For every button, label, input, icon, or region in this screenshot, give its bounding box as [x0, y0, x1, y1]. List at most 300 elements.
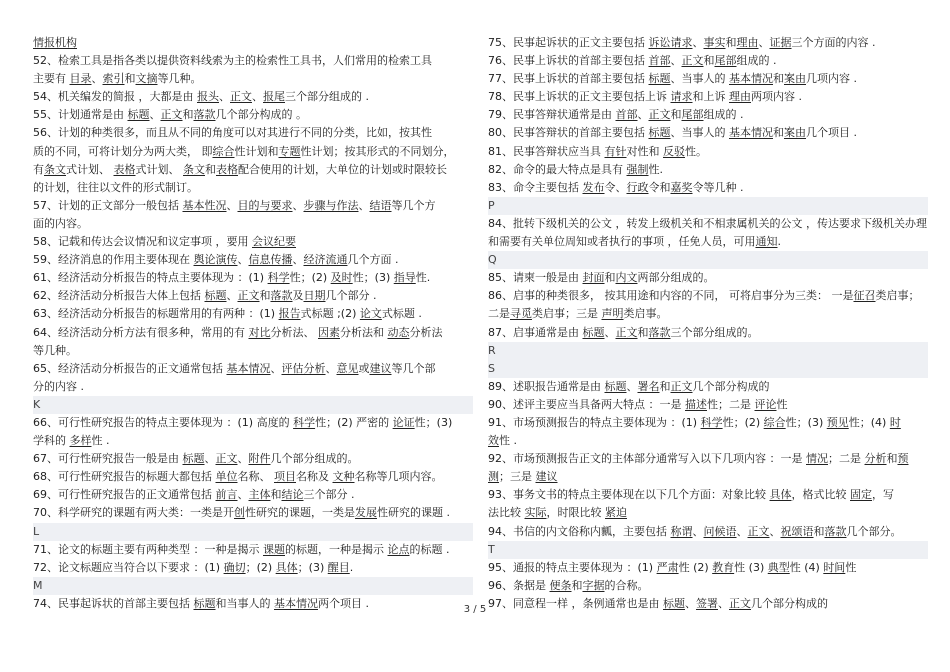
answer-blank: 创	[234, 506, 245, 520]
answer-blank: 固定	[850, 488, 872, 502]
text-segment: 式计划、	[135, 162, 183, 176]
answer-blank: 预	[897, 452, 909, 466]
text-segment: ；(3)	[297, 560, 328, 574]
text-segment: 和	[725, 36, 737, 49]
text-segment: 81、民事答辩状应当具	[488, 144, 605, 158]
text-segment: 名称及	[296, 470, 333, 484]
text-segment: 72、论文标题应当符合以下要求 ：(1)	[33, 560, 224, 574]
answer-blank: 情报机构	[33, 36, 77, 49]
text-segment: 、	[685, 596, 696, 610]
text-segment: 、	[204, 452, 216, 466]
text-segment: 70、科学研究的课题有两大类：一类是开	[33, 506, 234, 520]
text-segment: 性	[776, 397, 788, 411]
text-segment: 82、命令的最大特点是具有	[488, 162, 627, 176]
answer-blank: 正文	[230, 90, 252, 104]
text-segment: ；二是	[828, 452, 865, 466]
text-segment: 、	[769, 524, 781, 538]
text-line	[33, 414, 473, 432]
text-line	[488, 161, 928, 179]
answer-blank: 因素	[318, 325, 340, 339]
text-segment: 63、经济活动分析报告的标题常用的有两种 ：(1)	[33, 307, 279, 321]
text-segment: 76、民事上诉状的首部主要包括	[488, 54, 649, 68]
answer-blank: 正文	[160, 108, 183, 122]
answer-blank: 尾部	[714, 54, 737, 68]
text-segment: 分析法和	[340, 325, 388, 339]
text-segment: 分析法	[409, 325, 443, 339]
text-line	[33, 360, 473, 378]
text-line	[488, 34, 928, 52]
answer-blank: 报告	[278, 307, 301, 321]
left-column	[33, 34, 473, 613]
answer-blank: 目的与要求	[237, 198, 293, 212]
text-line	[33, 541, 473, 559]
answer-blank: 文摘	[135, 72, 158, 86]
text-segment: 87、启事通常是由	[488, 325, 583, 339]
answer-blank: 理由	[736, 36, 759, 49]
answer-blank: 论证	[392, 415, 415, 429]
answer-blank: 发布	[582, 180, 605, 194]
section-letter-header	[33, 396, 473, 414]
answer-blank: 问候语	[703, 524, 737, 538]
text-segment: 和当事人的	[215, 596, 274, 610]
text-segment: 性 (2)	[678, 560, 713, 574]
answer-blank: 称谓	[670, 524, 693, 538]
text-segment: 等几个方	[391, 198, 436, 212]
answer-blank: 测	[488, 470, 499, 484]
text-segment: 67、可行性研究报告一般是由	[33, 452, 183, 466]
text-segment: 、	[91, 72, 103, 86]
answer-blank: 行政	[626, 180, 649, 194]
text-segment: 、	[237, 452, 249, 466]
text-line	[488, 124, 928, 142]
answer-blank: 标题	[193, 596, 216, 610]
text-line	[488, 396, 928, 414]
text-segment: 、	[237, 253, 249, 267]
answer-blank: 事实	[703, 36, 726, 49]
answer-blank: 严肃	[656, 560, 679, 574]
text-segment: 96、条据是	[488, 578, 550, 592]
answer-blank: 及时	[330, 271, 353, 285]
text-line	[488, 432, 928, 450]
text-segment: 两个项目 .	[318, 596, 369, 610]
text-line	[488, 559, 928, 577]
text-line	[33, 324, 473, 342]
section-letter-header	[488, 342, 928, 360]
text-line	[488, 324, 928, 342]
text-segment: 性计划；按其形式的不同划分，	[300, 144, 455, 158]
answer-blank: 时间	[823, 560, 846, 574]
text-line	[488, 450, 928, 468]
answer-blank: 嘉奖	[670, 180, 693, 194]
text-segment: 66、可行性研究报告的特点主要体现为 ：(1) 高度的	[33, 415, 294, 429]
section-letter-header	[488, 541, 928, 559]
answer-blank: 舆论演传	[193, 253, 238, 267]
text-segment: 、	[325, 361, 337, 375]
answer-blank: 基本情况	[729, 126, 773, 140]
answer-blank: 请求	[670, 90, 693, 104]
answer-blank: 情况	[806, 452, 828, 466]
text-segment: 式计划、	[66, 162, 114, 176]
text-segment: 和	[886, 452, 898, 466]
text-segment: 令和	[648, 180, 671, 194]
text-segment: 的标题 .	[409, 542, 450, 556]
answer-blank: 发展	[355, 506, 377, 520]
answer-blank: 醒目	[327, 560, 350, 574]
answer-blank: 声明	[601, 307, 624, 321]
text-segment: 、	[637, 108, 649, 122]
answer-blank: 条文	[183, 162, 205, 176]
answer-blank: 课题	[263, 542, 285, 556]
text-segment: 、	[758, 36, 770, 49]
text-segment: 95、通报的特点主要体现为 ：(1)	[488, 560, 657, 574]
text-segment: 和	[637, 325, 649, 339]
text-line	[33, 106, 473, 124]
text-segment: 几个部分构成的	[751, 596, 828, 610]
text-line	[33, 559, 473, 577]
text-line	[33, 450, 473, 468]
answer-blank: 有针	[604, 144, 627, 158]
answer-blank: 经济流通	[303, 253, 348, 267]
text-line	[488, 52, 928, 70]
text-line	[488, 414, 928, 432]
text-segment: 和	[703, 54, 715, 68]
text-segment: 的标题，一种是揭示	[285, 542, 388, 556]
text-segment: 二是	[488, 307, 510, 321]
text-segment: 名称等几项内容。	[354, 470, 443, 484]
text-segment: 性；(3)	[785, 415, 827, 429]
text-line	[33, 305, 473, 323]
text-line	[33, 161, 473, 179]
text-segment: 和	[773, 126, 784, 140]
text-line	[488, 70, 928, 88]
text-segment: 、当事人的	[670, 126, 729, 140]
answer-blank: 基本情况	[226, 361, 271, 375]
text-segment: Q	[488, 253, 497, 267]
section-letter-header	[488, 197, 928, 215]
text-segment: 等几个部	[391, 361, 436, 375]
text-segment: 性；二是	[707, 397, 755, 411]
answer-blank: 诉讼请求	[648, 36, 693, 49]
answer-blank: 征召	[853, 289, 876, 303]
answer-blank: 对比	[248, 325, 271, 339]
text-line	[488, 269, 928, 287]
text-segment: 、	[736, 524, 748, 538]
answer-blank: 基本情况	[274, 596, 318, 610]
text-segment: 54、机关编发的简报 ，大都是由	[33, 90, 197, 104]
answer-blank: 主体	[248, 488, 271, 502]
text-segment: 令、	[604, 180, 627, 194]
text-segment: 几个部分组成的。	[270, 452, 359, 466]
text-segment: 和	[773, 72, 784, 86]
answer-blank: 尾部	[681, 108, 704, 122]
text-segment: 几个部分 .	[325, 289, 377, 303]
answer-blank: 专题	[278, 144, 301, 158]
answer-blank: 首部	[648, 54, 671, 68]
answer-blank: 报尾	[263, 90, 285, 104]
answer-blank: 正文	[648, 108, 671, 122]
text-line	[33, 233, 473, 251]
text-segment: 性 (3)	[734, 560, 768, 574]
text-line	[33, 468, 473, 486]
text-segment: 几个部分构成的 。	[215, 108, 307, 122]
answer-blank: 信息传播	[248, 253, 293, 267]
text-line	[488, 486, 928, 504]
text-line	[488, 88, 928, 106]
answer-blank: 报头	[197, 90, 219, 104]
answer-blank: 表格	[113, 162, 136, 176]
answer-blank: 步骤与作法	[303, 198, 359, 212]
text-line	[33, 70, 473, 88]
answer-blank: 正文	[237, 289, 260, 303]
text-line	[488, 305, 928, 323]
text-line	[33, 287, 473, 305]
text-segment: 和	[813, 524, 825, 538]
answer-blank: 时	[889, 415, 901, 429]
text-segment: 三个部分组成的 .	[285, 90, 369, 104]
text-segment: 55、计划通常是由	[33, 108, 128, 122]
text-segment: 80、民事答辩状的首部主要包括	[488, 126, 649, 140]
text-line	[33, 52, 473, 70]
text-line	[33, 215, 473, 233]
text-segment: 、	[670, 54, 682, 68]
answer-blank: 多样	[69, 434, 92, 448]
text-segment: 性研究的课题，一类是	[245, 506, 355, 520]
answer-blank: 字据	[582, 578, 605, 592]
answer-blank: 评论	[754, 397, 777, 411]
text-segment: 、	[692, 524, 704, 538]
text-segment: 75、民事起诉状的正文主要包括	[488, 36, 649, 49]
answer-blank: 科学	[267, 271, 290, 285]
text-line	[488, 378, 928, 396]
answer-blank: 具体	[769, 488, 792, 502]
answer-blank: 综合	[763, 415, 786, 429]
answer-blank: 标题	[182, 452, 205, 466]
text-segment: 92、市场预测报告正文的主体部分通常写入以下几项内容 ：一是	[488, 452, 806, 466]
text-segment: 三个方面的内容 .	[791, 36, 876, 49]
text-segment: R	[488, 343, 496, 357]
text-segment: 主要有	[33, 72, 70, 86]
answer-blank: 正文	[215, 452, 238, 466]
answer-blank: 封面	[582, 271, 605, 285]
text-segment: 类启事；	[875, 289, 920, 303]
answer-blank: 论文	[359, 307, 382, 321]
text-segment: 三个部分组成的。	[670, 325, 759, 339]
answer-blank: 理由	[729, 90, 751, 104]
text-segment: 两项内容 .	[751, 90, 802, 104]
section-letter-header	[33, 523, 473, 541]
text-line	[488, 577, 928, 595]
text-segment: 52、检索工具是指各类以提供资料线索为主的检索性工具书，人们常用的检索工具	[33, 54, 432, 68]
answer-blank: 条文	[44, 162, 66, 176]
answer-blank: 案由	[784, 72, 806, 86]
answer-blank: 教育	[712, 560, 735, 574]
text-segment: 79、民事答辩状通常是由	[488, 108, 616, 122]
answer-blank: 意见	[336, 361, 359, 375]
text-segment: 几个部分。	[846, 524, 902, 538]
answer-blank: 结论	[281, 488, 304, 502]
text-segment: K	[33, 397, 41, 411]
text-segment: 配合使用的计划，大单位的计划或时限较长	[238, 162, 447, 176]
text-segment: ，格式比较	[791, 488, 850, 502]
text-segment: 几个项目 .	[806, 126, 857, 140]
answer-blank: 案由	[784, 126, 806, 140]
text-line	[33, 269, 473, 287]
answer-blank: 论点	[387, 542, 410, 556]
text-segment: 、	[252, 90, 263, 104]
section-letter-header	[33, 577, 473, 595]
answer-blank: 正文	[729, 596, 751, 610]
text-segment: 62、经济活动分析报告大体上包括	[33, 289, 205, 303]
text-segment: 性；(3)	[352, 271, 394, 285]
text-segment: 等几种。	[157, 72, 202, 86]
answer-blank: 典型	[767, 560, 790, 574]
text-line	[33, 88, 473, 106]
text-segment: 和上诉	[692, 90, 729, 104]
text-segment: .	[777, 235, 781, 249]
text-segment: 69、可行性研究报告的正文通常包括	[33, 488, 216, 502]
text-segment: 90、述评主要应当具备两大特点 ：一是	[488, 397, 685, 411]
text-segment: 58、记载和传达会议情况和议定事项 ，要用	[33, 235, 252, 249]
text-segment: 名称、	[237, 470, 274, 484]
text-segment: 性。	[685, 144, 707, 158]
text-segment: 性；(3)	[414, 415, 453, 429]
text-segment: 性 (4)	[789, 560, 824, 574]
text-segment: 71、论文的标题主要有两种类型 ：一种是揭示	[33, 542, 263, 556]
answer-blank: 标题	[663, 596, 685, 610]
text-segment: 的计划，往往以文件的形式制订。	[33, 180, 198, 194]
text-segment: 91、市场预测报告的特点主要体现为 ：(1)	[488, 415, 701, 429]
section-letter-header	[488, 251, 928, 269]
answer-blank: 单位	[215, 470, 238, 484]
answer-blank: 签署	[696, 596, 718, 610]
text-segment: 89、述职报告通常是由	[488, 379, 605, 393]
text-segment: 性；(2) 严密的	[315, 415, 393, 429]
text-segment: 和	[205, 162, 216, 176]
text-segment: 性.	[648, 162, 663, 176]
text-segment: 85、请柬一般是由	[488, 271, 583, 285]
section-letter-header	[488, 360, 928, 378]
answer-blank: 索引	[102, 72, 125, 86]
text-line	[33, 124, 473, 142]
text-segment: 类启事。	[623, 307, 668, 321]
answer-blank: 效	[488, 434, 499, 448]
text-segment: 法比较	[488, 506, 525, 520]
text-segment: 分析法、	[270, 325, 318, 339]
text-segment: 学科的	[33, 434, 70, 448]
text-segment: P	[488, 198, 495, 212]
text-segment: 94、书信的内文俗称内瓤，主要包括	[488, 524, 671, 538]
text-line	[488, 233, 928, 251]
answer-blank: 指导	[393, 271, 416, 285]
text-line	[488, 523, 928, 541]
text-segment: 性.	[415, 271, 431, 285]
text-segment: 和	[670, 108, 682, 122]
text-line	[33, 143, 473, 161]
answer-blank: 建议	[369, 361, 392, 375]
answer-blank: 通知	[755, 235, 778, 249]
text-segment: 、	[226, 198, 238, 212]
answer-blank: 寻觅	[510, 307, 532, 321]
text-segment: 三个部分 .	[303, 488, 355, 502]
answer-blank: 附件	[248, 452, 271, 466]
answer-blank: 强制	[626, 162, 649, 176]
answer-blank: 科学	[700, 415, 723, 429]
answer-blank: 祝颂语	[780, 524, 814, 538]
answer-blank: 标题	[127, 108, 150, 122]
text-segment: 式标题 ;(2)	[300, 307, 360, 321]
answer-blank: 基本性况	[182, 198, 227, 212]
text-line	[33, 504, 473, 522]
text-segment: 84、批转下级机关的公文 ，转发上级机关和不相隶属机关的公文 ，传达要求下级机关办理	[488, 216, 927, 230]
answer-blank: 目录	[69, 72, 92, 86]
answer-blank: 预见	[826, 415, 849, 429]
text-line	[488, 215, 928, 233]
text-segment: ，时限比较	[546, 506, 605, 520]
text-line	[33, 342, 473, 360]
text-segment: 有	[33, 162, 44, 176]
answer-blank: 标题	[648, 72, 671, 86]
answer-blank: 日期	[303, 289, 326, 303]
text-segment: 或	[358, 361, 370, 375]
text-segment: 几个部分构成的	[692, 379, 770, 393]
answer-blank: 动态	[387, 325, 410, 339]
text-segment: 几项内容 .	[806, 72, 857, 86]
text-segment: ；三是	[499, 470, 536, 484]
text-segment: 的合称。	[604, 578, 649, 592]
text-segment: 几个方面 .	[347, 253, 399, 267]
answer-blank: 会议纪要	[252, 235, 296, 249]
text-segment: 、	[270, 361, 282, 375]
right-column	[488, 34, 928, 613]
text-segment: 、	[626, 379, 638, 393]
answer-blank: 表格	[216, 162, 238, 176]
text-segment: 78、民事上诉状的正文主要包括上诉	[488, 90, 671, 104]
text-line	[488, 143, 928, 161]
text-segment: 组成的 .	[703, 108, 744, 122]
answer-blank: 落款	[270, 289, 293, 303]
text-segment: 及	[292, 289, 304, 303]
text-segment: 65、经济活动分析报告的正文通常包括	[33, 361, 227, 375]
text-segment: 、	[718, 596, 729, 610]
answer-blank: 标题	[204, 289, 227, 303]
text-segment: 、当事人的	[670, 72, 729, 86]
answer-blank: 前言	[215, 488, 238, 502]
text-segment: .	[349, 560, 354, 574]
text-segment: 、	[358, 198, 370, 212]
answer-blank: 描述	[685, 397, 707, 411]
answer-blank: 落款	[824, 524, 847, 538]
text-segment: ；(2)	[245, 560, 276, 574]
text-segment: 性；(2)	[722, 415, 764, 429]
answer-blank: 建议	[535, 470, 558, 484]
page-number: 3 / 5	[463, 604, 487, 615]
text-segment: 97、同意程一样 ，条例通常也是由	[488, 596, 663, 610]
text-segment: 77、民事上诉状的首部主要包括	[488, 72, 649, 86]
text-segment: 性 .	[499, 434, 517, 448]
answer-blank: 结语	[369, 198, 392, 212]
text-line	[488, 106, 928, 124]
text-segment: 57、计划的正文部分一般包括	[33, 198, 183, 212]
text-segment: L	[33, 524, 40, 538]
text-segment: 和	[571, 578, 583, 592]
text-line	[33, 486, 473, 504]
text-segment: 质的不同，可将计划分为两大类， 即	[33, 144, 213, 158]
text-segment: 两部分组成的。	[637, 271, 715, 285]
text-line	[33, 251, 473, 269]
answer-blank: 标题	[582, 325, 605, 339]
text-segment: 68、可行性研究报告的标题大都包括	[33, 470, 216, 484]
answer-blank: 实际	[524, 506, 547, 520]
